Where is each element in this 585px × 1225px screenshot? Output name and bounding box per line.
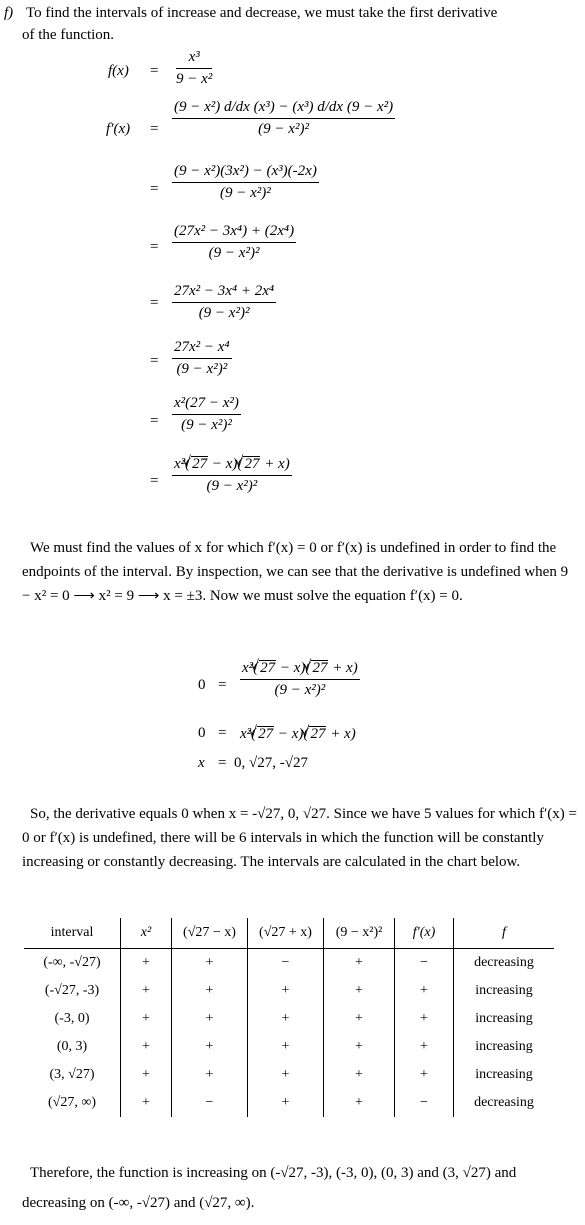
equals-6: = [150,413,159,429]
equals-4: = [150,295,159,311]
sign-cell: + [121,977,172,1005]
step7-numerator: x²(√ 27 − x)(√ 27 + x) [172,456,292,476]
sign-chart-row [24,977,554,1005]
sign-cell: + [324,1089,395,1117]
equals-0: = [150,63,159,79]
lhs-fprime: f′(x) [106,121,131,137]
interval-cell: (-3, 0) [54,1011,90,1026]
solve-zero-1: 0 [198,677,206,693]
equals-1: = [150,121,159,137]
sign-cell: − [248,949,324,978]
solve-zero-2: 0 [198,725,206,741]
equals-2: = [150,181,159,197]
lhs-f: f(x) [108,63,129,79]
paragraph-intervals: So, the derivative equals 0 when x = -√27, 0, √27. Since we have 5 values for which f′(x) = 0 or f′(x) is undefined, there will be 6 intervals in which the function will be constantly increasing or constantly decreasing. The intervals are calculated in the chart below. [22,806,577,870]
intro-line-1: To find the intervals of increase and decrease, we must take the first derivative [26,5,498,21]
sign-chart-row [24,1005,554,1033]
step5-fraction [172,340,232,377]
solve-equals-3: = [218,755,227,771]
sign-cell: + [395,1061,454,1089]
equals-7: = [150,473,159,489]
solve-solutions: 0, √27, -√27 [234,755,308,771]
step2-numerator: (9 − x²)(3x²) − (x³)(-2x) [172,164,319,183]
interval-cell: (-∞, -√27) [43,955,101,970]
sign-cell: + [121,949,172,978]
step0-fraction [176,50,212,87]
step5-numerator: 27x² − x⁴ [172,340,232,359]
sign-cell: + [324,1005,395,1033]
step4-fraction [172,284,276,321]
interval-cell: (3, √27) [49,1067,95,1082]
step3-denominator: (9 − x²)² [208,245,260,261]
sign-chart-header [24,918,554,949]
sign-cell: + [172,1061,248,1089]
solve-equals-1: = [218,677,227,693]
part-label: f) [4,5,14,21]
sign-cell: + [395,977,454,1005]
step7-fraction [172,456,292,494]
sign-cell: + [121,1033,172,1061]
header-sqrt27-plus-x: (√27 + x) [248,918,324,949]
header-interval: interval [24,918,121,949]
interval-cell: (√27, ∞) [48,1095,96,1110]
step1-denominator: (9 − x²)² [258,121,309,137]
header-sqrt27-minus-x: (√27 − x) [172,918,248,949]
interval-cell: (0, 3) [56,1039,88,1054]
behavior-cell: increasing [454,977,555,1005]
sign-cell: + [172,977,248,1005]
step6-fraction [172,396,241,433]
header-f: f [454,918,555,949]
sign-cell: − [395,949,454,978]
step4-denominator: (9 − x²)² [198,305,250,321]
solve-fraction: $\frac{\text{x²(√ 27 − x)(√ 27 + x)}}{\text{(9 − x²)²}}$ [240,660,360,698]
header-x-squared: x² [121,918,172,949]
sign-cell: + [248,1061,324,1089]
step0-numerator: x³ [176,50,212,69]
behavior-cell: increasing [454,1061,555,1089]
sign-cell: + [172,949,248,978]
solve-equals-2: = [218,725,227,741]
step3-numerator: (27x² − 3x⁴) + (2x⁴) [172,224,296,243]
sign-cell: + [121,1089,172,1117]
sign-cell: + [248,1089,324,1117]
sign-cell: − [395,1089,454,1117]
sign-chart-row [24,1061,554,1089]
step4-numerator: 27x² − 3x⁴ + 2x⁴ [172,284,276,303]
step1-fraction [172,100,395,137]
step1-numerator: (9 − x²) d/dx (x³) − (x³) d/dx (9 − x²) [172,100,395,119]
behavior-cell: decreasing [454,949,555,978]
behavior-cell: decreasing [454,1089,555,1117]
step7-denominator: (9 − x²)² [206,478,258,494]
sign-chart-row [24,949,554,978]
interval-cell: (-√27, -3) [44,983,100,998]
sign-cell: − [172,1089,248,1117]
step5-denominator: (9 − x²)² [176,361,228,377]
conclusion: Therefore, the function is increasing on (-√27, -3), (-3, 0), (0, 3) and (3, √27) and decreasing on (-∞, -√27) and (√27, ∞). [22,1165,517,1211]
sign-cell: + [248,1033,324,1061]
intro-line-2: of the function. [22,27,115,43]
step2-denominator: (9 − x²)² [220,185,271,201]
sign-cell: + [324,977,395,1005]
sign-cell: + [248,1005,324,1033]
equals-5: = [150,353,159,369]
sign-cell: + [324,1033,395,1061]
header-denominator: (9 − x²)² [324,918,395,949]
sign-cell: + [395,1005,454,1033]
step2-fraction [172,164,319,201]
sign-cell: + [121,1005,172,1033]
equals-3: = [150,239,159,255]
sign-cell: + [324,949,395,978]
paragraph-endpoints: We must find the values of x for which f′(x) = 0 or f′(x) is undefined in order to find the endpoints of the interval. By inspection, we can see that the derivative is undefined when 9 − x² = 0 ⟶ x² = 9 ⟶ x = ±3. Now we must solve the equation f′(x) = 0. [22,540,569,604]
sign-cell: + [172,1005,248,1033]
step0-denominator: 9 − x² [176,71,213,87]
step6-numerator: x²(27 − x²) [172,396,241,415]
solve-product: x²(√ 27 − x)(√ 27 + x) [240,726,356,742]
sign-chart-row [24,1033,554,1061]
step3-fraction [172,224,296,261]
sign-chart-row [24,1089,554,1117]
header-fprime: f′(x) [395,918,454,949]
step6-denominator: (9 − x²)² [181,417,232,433]
sign-cell: + [172,1033,248,1061]
solve-x: x [198,755,205,771]
behavior-cell: increasing [454,1005,555,1033]
sign-chart [24,918,554,1117]
sign-cell: + [395,1033,454,1061]
sign-cell: + [121,1061,172,1089]
sign-cell: + [248,977,324,1005]
behavior-cell: increasing [454,1033,555,1061]
sign-cell: + [324,1061,395,1089]
